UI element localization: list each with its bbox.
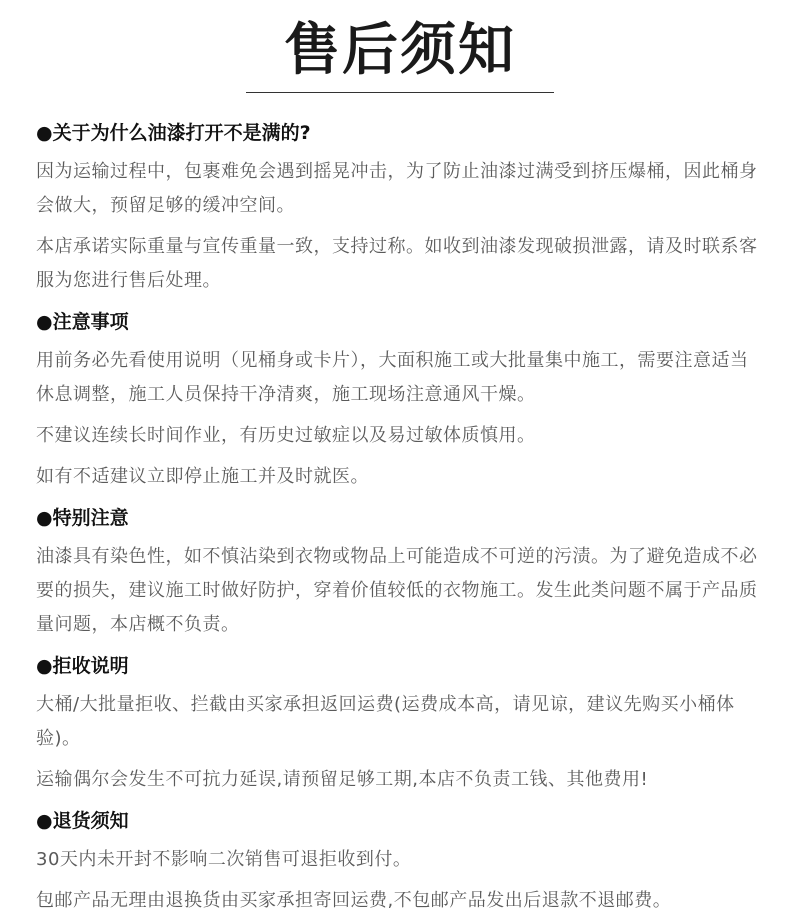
section-paragraph: 因为运输过程中，包裹难免会遇到摇晃冲击，为了防止油漆过满受到挤压爆桶，因此桶身会做大，预留足够的缓冲空间。	[36, 161, 758, 216]
section-paragraph: 运输偶尔会发生不可抗力延误,请预留足够工期,本店不负责工钱、其他费用!	[36, 769, 649, 790]
section-heading: ●特别注意	[36, 507, 129, 529]
section-paragraph: 30天内未开封不影响二次销售可退拒收到付。	[36, 849, 412, 870]
section-heading: ●关于为什么油漆打开不是满的?	[36, 122, 311, 144]
section-return-policy	[36, 809, 764, 918]
section-precautions	[36, 310, 764, 494]
title-block	[36, 0, 764, 93]
section-paragraph: 大桶/大批量拒收、拦截由买家承担返回运费(运费成本高，请见谅，建议先购买小桶体验)。	[36, 694, 735, 749]
section-why-not-full	[36, 121, 764, 298]
section-heading: ●拒收说明	[36, 655, 129, 677]
section-paragraph: 用前务必先看使用说明（见桶身或卡片），大面积施工或大批量集中施工，需要注意适当休息调整，施工人员保持干净清爽，施工现场注意通风干燥。	[36, 350, 749, 405]
title-underline	[246, 92, 554, 93]
page-title: 售后须知	[284, 18, 516, 83]
section-paragraph: 本店承诺实际重量与宣传重量一致，支持过称。如收到油漆发现破损泄露，请及时联系客服为您进行售后处理。	[36, 236, 758, 291]
section-paragraph: 包邮产品无理由退换货由买家承担寄回运费,不包邮产品发出后退款不退邮费。	[36, 890, 672, 911]
section-paragraph: 如有不适建议立即停止施工并及时就医。	[36, 466, 369, 487]
section-rejection-policy	[36, 654, 764, 797]
section-paragraph: 油漆具有染色性，如不慎沾染到衣物或物品上可能造成不可逆的污渍。为了避免造成不必要的损失，建议施工时做好防护，穿着价值较低的衣物施工。发生此类问题不属于产品质量问题，本店概不负责。	[36, 546, 758, 635]
section-heading: ●退货须知	[36, 810, 129, 832]
section-heading: ●注意事项	[36, 311, 129, 333]
section-paragraph: 不建议连续长时间作业，有历史过敏症以及易过敏体质慎用。	[36, 425, 536, 446]
section-special-attention	[36, 506, 764, 642]
